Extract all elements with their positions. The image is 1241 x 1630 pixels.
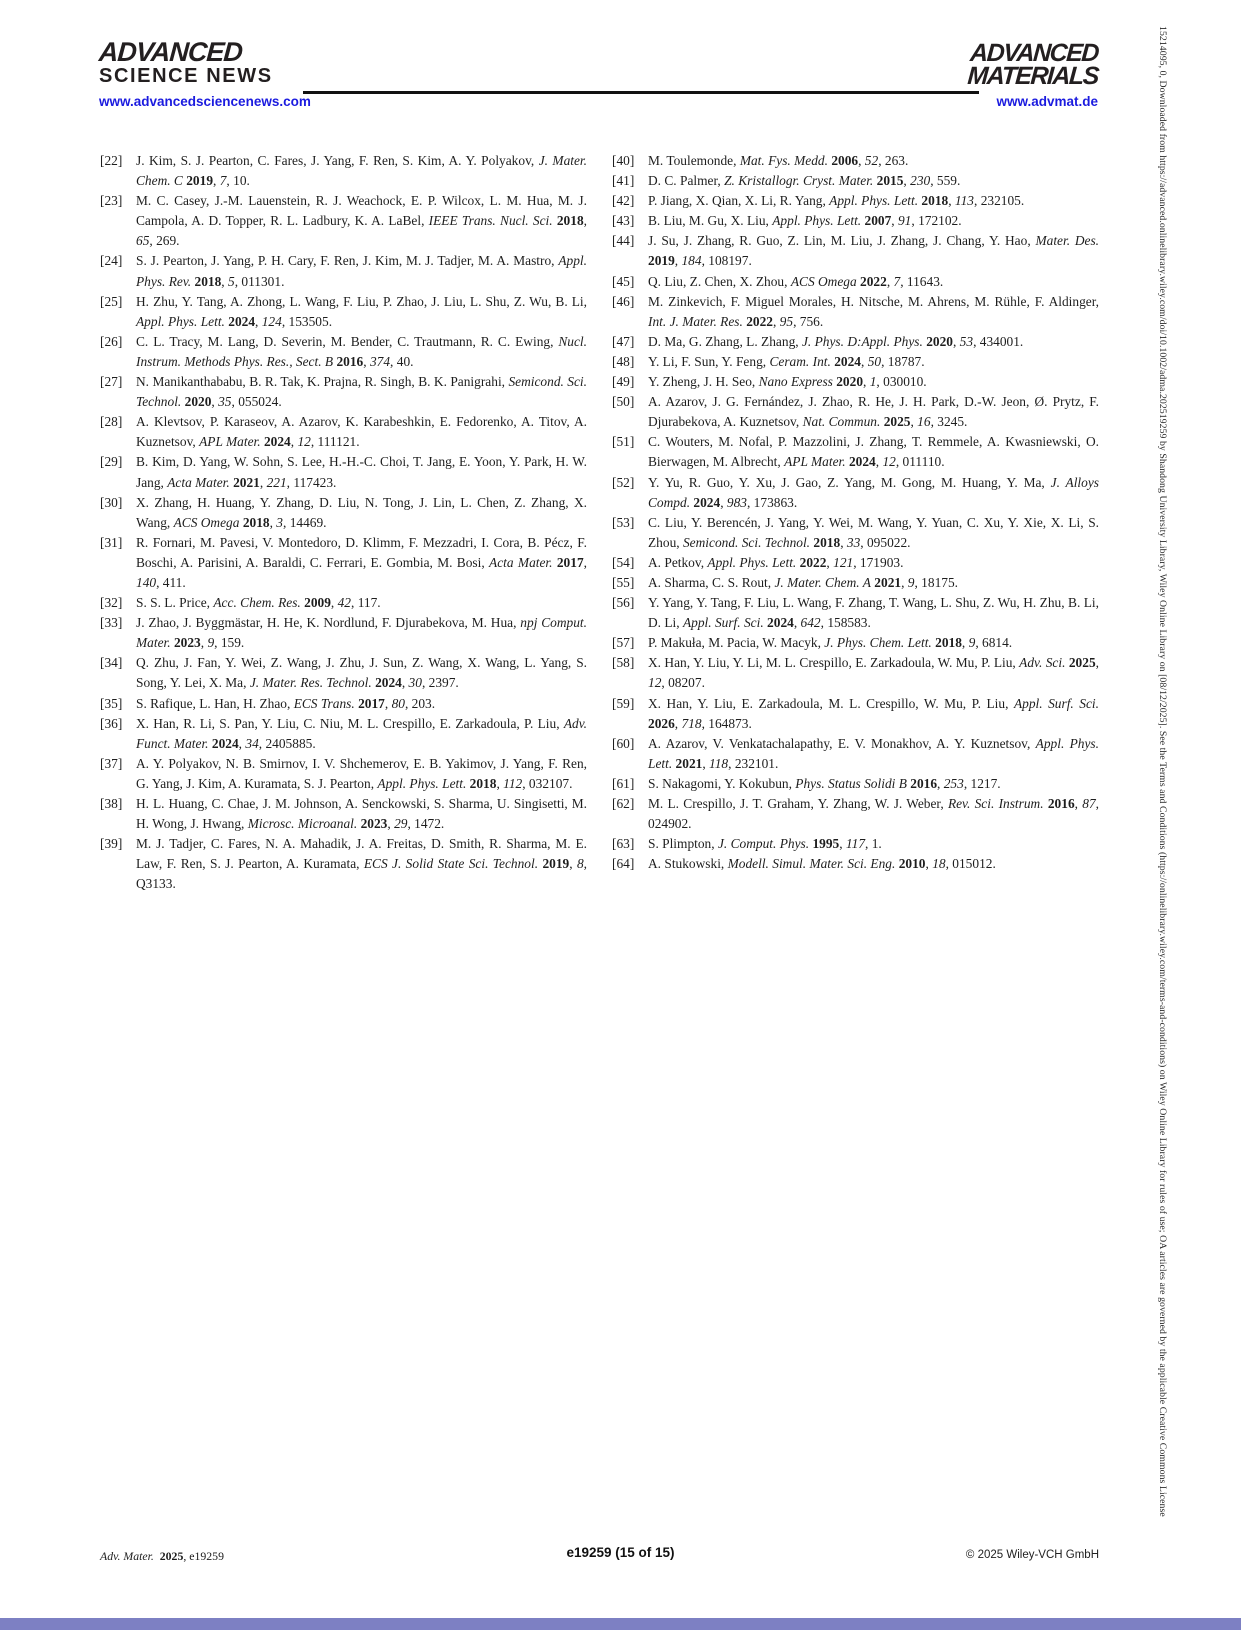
reference-item [612, 794, 1099, 834]
reference-item [612, 774, 1099, 794]
reference-item [100, 151, 587, 191]
reference-item [100, 834, 587, 894]
reference-text: S. Plimpton, J. Comput. Phys. 1995, 117, 1. [648, 836, 882, 852]
reference-text: A. Azarov, V. Venkatachalapathy, E. V. Monakhov, A. Y. Kuznetsov, Appl. Phys. Lett. 2021, 118, 232101. [648, 735, 1099, 771]
reference-item [100, 493, 587, 533]
viewer-bottom-bar [0, 1618, 1241, 1630]
reference-number: [58] [612, 655, 635, 671]
reference-number: [41] [612, 173, 635, 189]
reference-text: M. L. Crespillo, J. T. Graham, Y. Zhang, W. J. Weber, Rev. Sci. Instrum. 2016, 87, 024902. [648, 796, 1099, 832]
reference-number: [33] [100, 615, 123, 631]
reference-item [100, 613, 587, 653]
reference-text: B. Liu, M. Gu, X. Liu, Appl. Phys. Lett. 2007, 91, 172102. [648, 213, 962, 229]
reference-number: [46] [612, 293, 635, 309]
reference-number: [23] [100, 193, 123, 209]
reference-text: Y. Li, F. Sun, Y. Feng, Ceram. Int. 2024, 50, 18787. [648, 353, 925, 369]
reference-text: X. Han, Y. Liu, Y. Li, M. L. Crespillo, E. Zarkadoula, W. Mu, P. Liu, Adv. Sci. 2025, 12, 08207. [648, 655, 1099, 691]
reference-item [612, 633, 1099, 653]
reference-item [612, 392, 1099, 432]
footer-year: 2025 [159, 1549, 184, 1563]
reference-text: P. Jiang, X. Qian, X. Li, R. Yang, Appl. Phys. Lett. 2018, 113, 232105. [648, 193, 1025, 209]
reference-text: R. Fornari, M. Pavesi, V. Montedoro, D. Klimm, F. Mezzadri, I. Cora, B. Pécz, F. Boschi, A. Parisini, A. Baraldi, C. Ferrari, E. Gombia, M. Bosi, Acta Mater. 2017, 140, 411. [136, 534, 587, 590]
reference-text: J. Su, J. Zhang, R. Guo, Z. Lin, M. Liu, J. Zhang, J. Chang, Y. Hao, Mater. Des. 2019, 184, 108197. [648, 233, 1100, 269]
reference-item [612, 151, 1099, 171]
reference-item [612, 432, 1099, 472]
reference-number: [51] [612, 434, 635, 450]
logo-text-advanced: ADVANCED [98, 37, 244, 67]
reference-item [612, 513, 1099, 553]
reference-number: [40] [612, 153, 635, 168]
reference-number: [52] [612, 474, 635, 490]
reference-text: Y. Yu, R. Guo, Y. Xu, J. Gao, Z. Yang, M. Gong, M. Huang, Y. Ma, J. Alloys Compd. 2024, 983, 173863. [648, 474, 1100, 510]
reference-number: [25] [100, 293, 123, 309]
reference-item [612, 191, 1099, 211]
footer-journal-name: Adv. Mater. [100, 1549, 154, 1563]
reference-number: [35] [100, 695, 123, 711]
reference-item [100, 714, 587, 754]
reference-text: M. Toulemonde, Mat. Fys. Medd. 2006, 52, 263. [648, 153, 909, 168]
reference-text: X. Han, Y. Liu, E. Zarkadoula, M. L. Crespillo, W. Mu, P. Liu, Appl. Surf. Sci. 2026, 718, 164873. [648, 695, 1100, 731]
reference-text: A. Sharma, C. S. Rout, J. Mater. Chem. A 2021, 9, 18175. [648, 574, 959, 590]
reference-text: C. Wouters, M. Nofal, P. Mazzolini, J. Zhang, T. Remmele, A. Kwasniewski, O. Bierwagen, M. Albrecht, APL Mater. 2024, 12, 011110. [648, 434, 1099, 470]
reference-item [612, 834, 1099, 854]
reference-text: X. Zhang, H. Huang, Y. Zhang, D. Liu, N. Tong, J. Lin, L. Chen, Z. Zhang, X. Wang, ACS Omega 2018, 3, 14469. [136, 494, 587, 530]
references-right-column [612, 151, 1099, 874]
reference-text: D. C. Palmer, Z. Kristallogr. Cryst. Mater. 2015, 230, 559. [648, 173, 961, 189]
reference-text: H. Zhu, Y. Tang, A. Zhong, L. Wang, F. Liu, P. Zhao, J. Liu, L. Shu, Z. Wu, B. Li, Appl. Phys. Lett. 2024, 124, 153505. [136, 293, 587, 329]
reference-item [100, 694, 587, 714]
reference-item [100, 452, 587, 492]
reference-number: [47] [612, 333, 635, 349]
reference-number: [59] [612, 695, 635, 711]
reference-item [100, 794, 587, 834]
footer-article-id: , e19259 [183, 1549, 224, 1563]
reference-item [100, 372, 587, 412]
reference-text: M. C. Casey, J.-M. Lauenstein, R. J. Weachock, E. P. Wilcox, L. M. Hua, M. J. Campola, A. D. Topper, R. L. Ladbury, K. A. LaBel, IEEE Trans. Nucl. Sci. 2018, 65, 269. [136, 193, 587, 249]
reference-number: [43] [612, 213, 635, 229]
reference-text: S. S. L. Price, Acc. Chem. Res. 2009, 42, 117. [136, 595, 381, 611]
reference-number: [32] [100, 595, 123, 611]
reference-text: Y. Yang, Y. Tang, F. Liu, L. Wang, F. Zhang, T. Wang, L. Shu, Z. Wu, H. Zhu, B. Li, D. Li, Appl. Surf. Sci. 2024, 642, 158583. [648, 595, 1099, 631]
reference-number: [36] [100, 715, 123, 731]
reference-item [612, 231, 1099, 271]
reference-item [612, 272, 1099, 292]
reference-text: Y. Zheng, J. H. Seo, Nano Express 2020, 1, 030010. [648, 374, 927, 390]
reference-text: A. Klevtsov, P. Karaseov, A. Azarov, K. Karabeshkin, E. Fedorenko, A. Titov, A. Kuznetsov, APL Mater. 2024, 12, 111121. [136, 414, 587, 450]
reference-number: [56] [612, 595, 635, 611]
reference-text: J. Kim, S. J. Pearton, C. Fares, J. Yang, F. Ren, S. Kim, A. Y. Polyakov, J. Mater. Chem. C 2019, 7, 10. [136, 153, 587, 189]
reference-text: X. Han, R. Li, S. Pan, Y. Liu, C. Niu, M. L. Crespillo, E. Zarkadoula, P. Liu, Adv. Funct. Mater. 2024, 34, 2405885. [136, 715, 587, 751]
reference-number: [37] [100, 755, 123, 771]
header-rule [303, 91, 979, 94]
reference-item [100, 251, 587, 291]
reference-text: N. Manikanthababu, B. R. Tak, K. Prajna, R. Singh, B. K. Panigrahi, Semicond. Sci. Technol. 2020, 35, 055024. [136, 374, 587, 410]
reference-number: [22] [100, 153, 123, 168]
reference-number: [34] [100, 655, 123, 671]
reference-item [100, 292, 587, 332]
reference-item [612, 352, 1099, 372]
reference-number: [62] [612, 796, 635, 811]
reference-text: A. Stukowski, Modell. Simul. Mater. Sci. Eng. 2010, 18, 015012. [648, 856, 996, 872]
reference-item [612, 473, 1099, 513]
reference-item [612, 694, 1099, 734]
reference-number: [31] [100, 534, 123, 550]
reference-text: A. Azarov, J. G. Fernández, J. Zhao, R. He, J. H. Park, D.-W. Jeon, Ø. Prytz, F. Djurabekova, A. Kuznetsov, Nat. Commun. 2025, 16, 3245. [648, 394, 1099, 430]
reference-number: [54] [612, 554, 635, 570]
reference-text: C. L. Tracy, M. Lang, D. Severin, M. Bender, C. Trautmann, R. C. Ewing, Nucl. Instrum. Methods Phys. Res., Sect. B 2016, 374, 40. [136, 333, 587, 369]
reference-item [100, 412, 587, 452]
reference-number: [48] [612, 353, 635, 369]
reference-text: S. Nakagomi, Y. Kokubun, Phys. Status Solidi B 2016, 253, 1217. [648, 775, 1001, 791]
logo-text-science-news: SCIENCE NEWS [99, 64, 273, 87]
reference-item [612, 593, 1099, 633]
reference-text: J. Zhao, J. Byggmästar, H. He, K. Nordlund, F. Djurabekova, M. Hua, npj Comput. Mater. 2023, 9, 159. [136, 615, 587, 651]
reference-number: [53] [612, 514, 635, 530]
reference-number: [30] [100, 494, 123, 510]
reference-number: [29] [100, 454, 123, 470]
reference-text: H. L. Huang, C. Chae, J. M. Johnson, A. Senckowski, S. Sharma, U. Singisetti, M. H. Wong, J. Hwang, Microsc. Microanal. 2023, 29, 1472. [136, 796, 587, 832]
advanced-materials-logo [953, 39, 1100, 109]
logo-text-materials: MATERIALS [966, 62, 1100, 90]
reference-number: [63] [612, 836, 635, 852]
advmat-link[interactable]: www.advmat.de [996, 94, 1098, 109]
reference-number: [61] [612, 775, 635, 791]
reference-item [612, 332, 1099, 352]
reference-number: [39] [100, 836, 123, 852]
reference-text: A. Y. Polyakov, N. B. Smirnov, I. V. Shchemerov, E. B. Yakimov, J. Yang, F. Ren, G. Yang, J. Kim, A. Kuramata, S. J. Pearton, Appl. Phys. Lett. 2018, 112, 032107. [136, 755, 587, 791]
reference-text: Q. Liu, Z. Chen, X. Zhou, ACS Omega 2022, 7, 11643. [648, 273, 944, 289]
reference-number: [28] [100, 414, 123, 430]
reference-text: Q. Zhu, J. Fan, Y. Wei, Z. Wang, J. Zhu, J. Sun, Z. Wang, X. Wang, L. Yang, S. Song, Y. Lei, X. Ma, J. Mater. Res. Technol. 2024, 30, 2397. [136, 655, 587, 691]
reference-item [100, 533, 587, 593]
reference-number: [55] [612, 574, 635, 590]
reference-item [100, 754, 587, 794]
copyright-notice: © 2025 Wiley-VCH GmbH [965, 1549, 1099, 1561]
reference-text: S. Rafique, L. Han, H. Zhao, ECS Trans. 2017, 80, 203. [136, 695, 436, 711]
citation-margin-note: 15214095, 0, Downloaded from https://advanced.onlinelibrary.wiley.com/doi/10.1002/adma.202519259 by Shandong University Library, Wiley Online Library on [08/12/2025]. See the Terms and Conditions (https://onlinelibrary.wiley.com/terms-and-conditions) on Wiley Online Library for rules of use; OA articles are governed by the applicable Creative Commons License [1157, 26, 1168, 1517]
reference-number: [27] [100, 374, 123, 390]
reference-item [100, 191, 587, 251]
advanced-science-news-logo [98, 37, 311, 109]
reference-item [612, 573, 1099, 593]
reference-number: [42] [612, 193, 635, 209]
reference-item [100, 653, 587, 693]
advancedsciencenews-link[interactable]: www.advancedsciencenews.com [99, 93, 311, 109]
reference-number: [57] [612, 635, 635, 651]
reference-number: [24] [100, 253, 123, 269]
reference-item [612, 854, 1099, 874]
reference-item [612, 372, 1099, 392]
reference-item [612, 171, 1099, 191]
reference-text: P. Makuła, M. Pacia, W. Macyk, J. Phys. Chem. Lett. 2018, 9, 6814. [648, 635, 1013, 651]
reference-item [612, 211, 1099, 231]
reference-number: [60] [612, 735, 635, 751]
reference-item [612, 653, 1099, 693]
reference-number: [45] [612, 273, 635, 289]
reference-text: C. Liu, Y. Berencén, J. Yang, Y. Wei, M. Wang, Y. Yuan, C. Xu, Y. Xie, X. Li, S. Zhou, Semicond. Sci. Technol. 2018, 33, 095022. [648, 514, 1099, 550]
reference-number: [50] [612, 394, 635, 410]
logo-text-advanced-right: ADVANCED [969, 39, 1100, 67]
reference-text: M. J. Tadjer, C. Fares, N. A. Mahadik, J. A. Freitas, D. Smith, R. Sharma, M. E. Law, F. Ren, S. J. Pearton, A. Kuramata, ECS J. Solid State Sci. Technol. 2019, 8, Q3133. [136, 836, 587, 892]
reference-text: B. Kim, D. Yang, W. Sohn, S. Lee, H.-H.-C. Choi, T. Jang, E. Yoon, Y. Park, H. W. Jang, Acta Mater. 2021, 221, 117423. [136, 454, 587, 490]
reference-text: A. Petkov, Appl. Phys. Lett. 2022, 121, 171903. [648, 554, 904, 570]
reference-item [612, 553, 1099, 573]
reference-number: [26] [100, 333, 123, 349]
reference-number: [49] [612, 374, 635, 390]
page-number: e19259 (15 of 15) [566, 1545, 675, 1560]
reference-item [100, 332, 587, 372]
reference-text: S. J. Pearton, J. Yang, P. H. Cary, F. Ren, J. Kim, M. J. Tadjer, M. A. Mastro, Appl. Phys. Rev. 2018, 5, 011301. [136, 253, 587, 289]
reference-text: D. Ma, G. Zhang, L. Zhang, J. Phys. D:Appl. Phys. 2020, 53, 434001. [648, 333, 1024, 349]
reference-number: [44] [612, 233, 635, 249]
references-left-column [100, 151, 587, 894]
reference-item [612, 292, 1099, 332]
reference-number: [64] [612, 856, 635, 872]
reference-text: M. Zinkevich, F. Miguel Morales, H. Nitsche, M. Ahrens, M. Rühle, F. Aldinger, Int. J. Mater. Res. 2022, 95, 756. [648, 293, 1099, 329]
reference-item [612, 734, 1099, 774]
reference-item [100, 593, 587, 613]
reference-number: [38] [100, 796, 123, 811]
